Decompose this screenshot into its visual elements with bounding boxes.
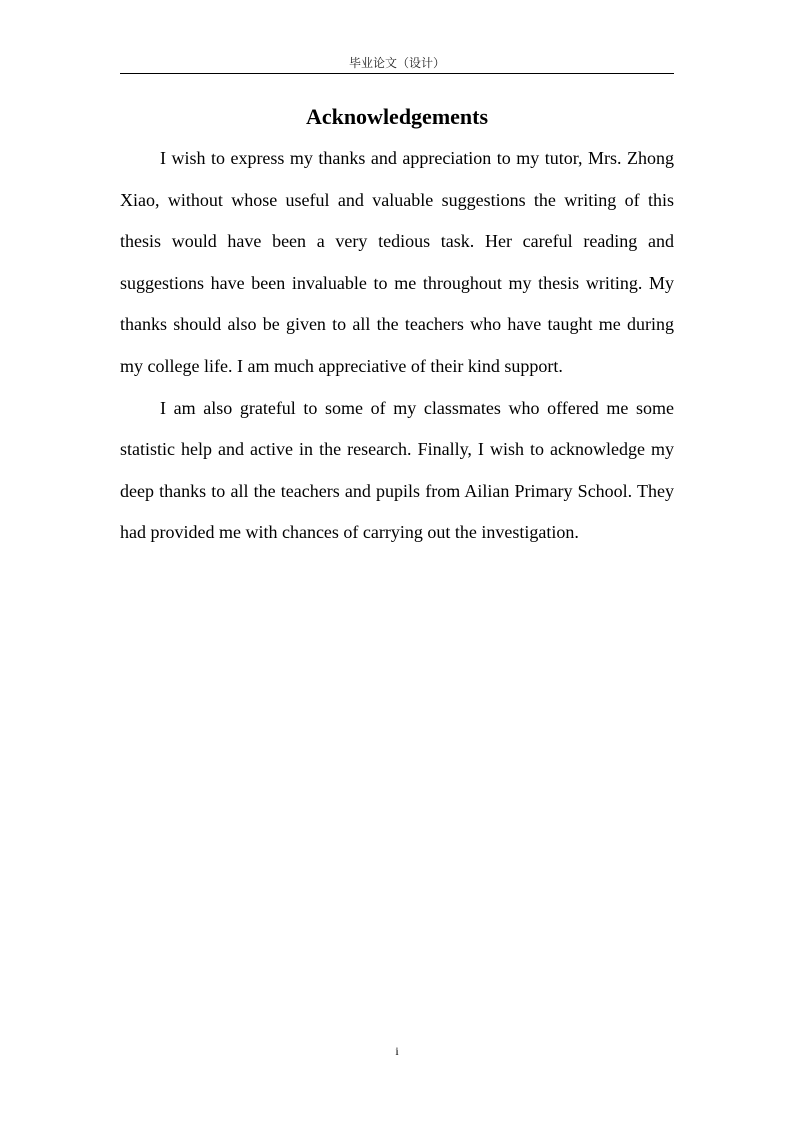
page-title: Acknowledgements xyxy=(305,104,489,129)
header-divider xyxy=(120,73,674,74)
page-header: 毕业论文（设计） xyxy=(348,56,445,70)
paragraph: I wish to express my thanks and appreciation to my tutor, Mrs. Zhong Xiao, without whose useful and valuable suggestions the writing of this thesis would have been a very tedious task. Her careful reading and suggestions have been invaluable to me throughout my thesis writing. My thanks should also be given to all the teachers who have taught me during my college life. I am much appreciative of their kind support. xyxy=(120,148,674,376)
document-body xyxy=(120,138,674,554)
paragraph: I am also grateful to some of my classmates who offered me some statistic help and active in the research. Finally, I wish to acknowledge my deep thanks to all the teachers and pupils from Ailian Primary School. They had provided me with chances of carrying out the investigation. xyxy=(120,397,674,543)
page-number: i xyxy=(395,1044,399,1058)
